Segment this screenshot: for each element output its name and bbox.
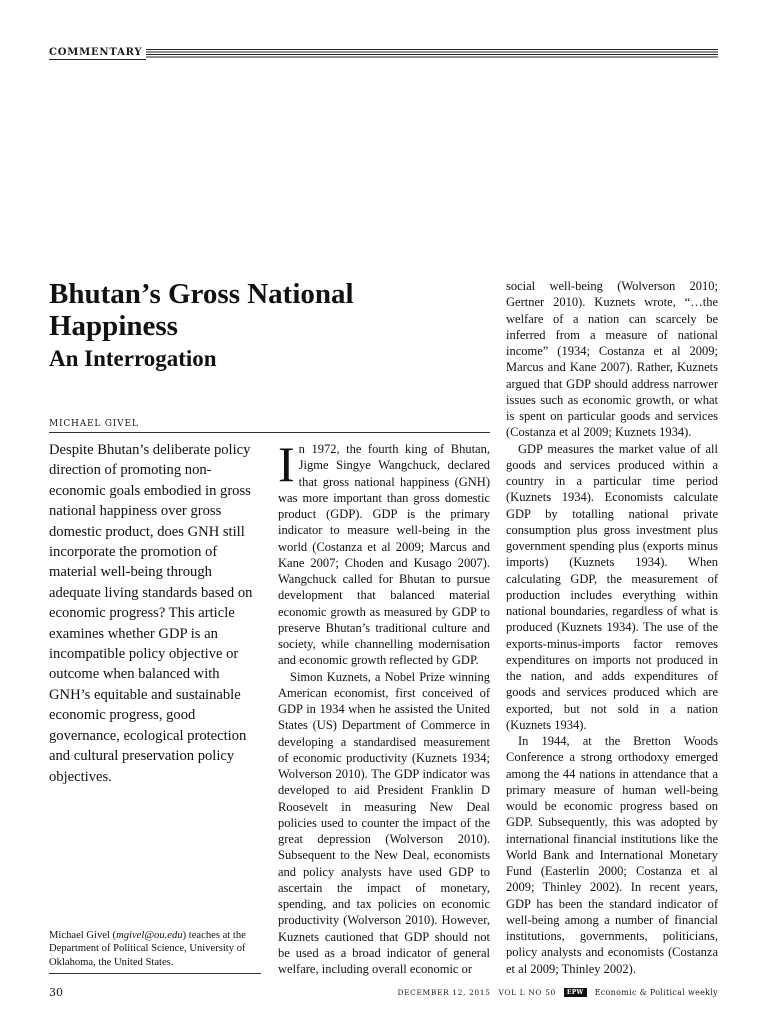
body-paragraph-text: n 1972, the fourth king of Bhutan, Jigme Singye Wangchuck, declared that gross national happiness (GNH) was more important than gross domestic product (GDP). GDP is the primary indicator to measure well-being in the world (Costanza et al 2009; Marcus and Kane 2007; Choden and Kusago 2007). Wangchuck called for Bhutan to pursue development that balanced material economic growth as measured by GDP to preserve Bhutan’s traditional culture and society, while channelling modernisation and economic growth reflected by GDP. — [278, 442, 490, 668]
body-column-middle — [278, 436, 490, 977]
issue-date: DECEMBER 12, 2015 — [397, 988, 491, 997]
author-note — [49, 929, 261, 969]
author-email: mgivel@ou.edu — [116, 930, 183, 941]
footer-publication-info — [397, 988, 718, 997]
body-paragraph: In 1944, at the Bretton Woods Conference a strong orthodoxy emerged among the 44 nations in attendance that a primary measure of human well-being would be economic progress based on GDP. Subsequently, this was adopted by international financial institutions like the World Bank and International Monetary Fund (Easterlin 2000; Costanza et al 2009; Thinley 2002). In recent years, GDP has been the standard indicator of well-being among a number of financial institutions, governments, politicians, policy analysts and economists (Costanza et al 2009; Thinley 2002). — [506, 734, 718, 976]
section-rule — [146, 49, 718, 58]
author-note-suffix: ) teaches at the Department of Political Science, University of Oklahoma, the United States. — [49, 930, 246, 968]
body-paragraph: GDP measures the market value of all goods and services produced within a country in a particular time period (Kuznets 1934). Economists calculate GDP by totalling national private consumption plus gross investment plus government spending plus (exports minus imports) (Kuznets 1934). When calculating GDP, the measurement of production includes everything within national boundaries, regardless of what is produced (Kuznets 1934). The use of the exports-minus-imports factor removes expenditures on imports not produced in the nation, and adds expenditures of goods and services produced which are exported, but not sold in a nation (Kuznets 1934). — [506, 441, 718, 732]
body-paragraph: social well-being (Wolverson 2010; Gertner 2010). Kuznets wrote, “…the welfare of a nation can scarcely be inferred from a measure of national income” (1934; Costanza et al 2009; Marcus and Kane 2007). Rather, Kuznets argued that GDP should address narrower issues such as economic growth, or what is spent on particular goods and services (Costanza et al 2009; Kuznets 1934). — [506, 279, 718, 440]
page-footer — [49, 986, 718, 1002]
section-label: COMMENTARY — [49, 47, 146, 60]
body-paragraph: Simon Kuznets, a Nobel Prize winning American economist, first conceived of GDP in 1934 when he assisted the United States (US) Department of Commerce in developing a standardised measurement of economic productivity (Kuznets 1934; Wolverson 2010). The GDP indicator was developed to aid President Franklin D Roosevelt in measuring New Deal policies used to counter the impact of the great depression (Wolverson 2010). Subsequent to the New Deal, economists and policy analysts have used GDP to ascertain the impact of monetary, spending, and tax policies on economic productivity (Wolverson 2010). However, Kuznets cautioned that GDP should not be used as a broad indicator of general welfare, including overall economic or — [278, 669, 490, 976]
volume-info: VOL L NO 50 — [498, 988, 556, 997]
journal-name: Economic & Political weekly — [594, 988, 718, 997]
byline — [49, 411, 490, 433]
author-note-prefix: Michael Givel ( — [49, 930, 117, 941]
article-subtitle: An Interrogation — [49, 346, 217, 371]
body-paragraph — [278, 436, 490, 669]
article-title: Bhutan’s Gross National Happiness — [49, 278, 354, 342]
author-name: MICHAEL GIVEL — [49, 419, 139, 429]
body-column-right — [506, 278, 718, 977]
drop-cap: I — [278, 436, 295, 492]
author-note-rule — [49, 973, 261, 974]
epw-logo: EPW — [564, 988, 587, 997]
abstract: Despite Bhutan’s deliberate policy direction of promoting non-economic goals embodied in gross national happiness over gross domestic product, does GNH still incorporate the promotion of material well-being through adequate living standards based on economic progress? This article examines whether GDP is an incompatible policy objective or outcome when balanced with GNH’s equitable and sustainable economic progress, good governance, ecological protection and cultural preservation policy objectives. — [49, 442, 253, 785]
section-header — [49, 46, 718, 60]
page-number: 30 — [49, 986, 63, 999]
